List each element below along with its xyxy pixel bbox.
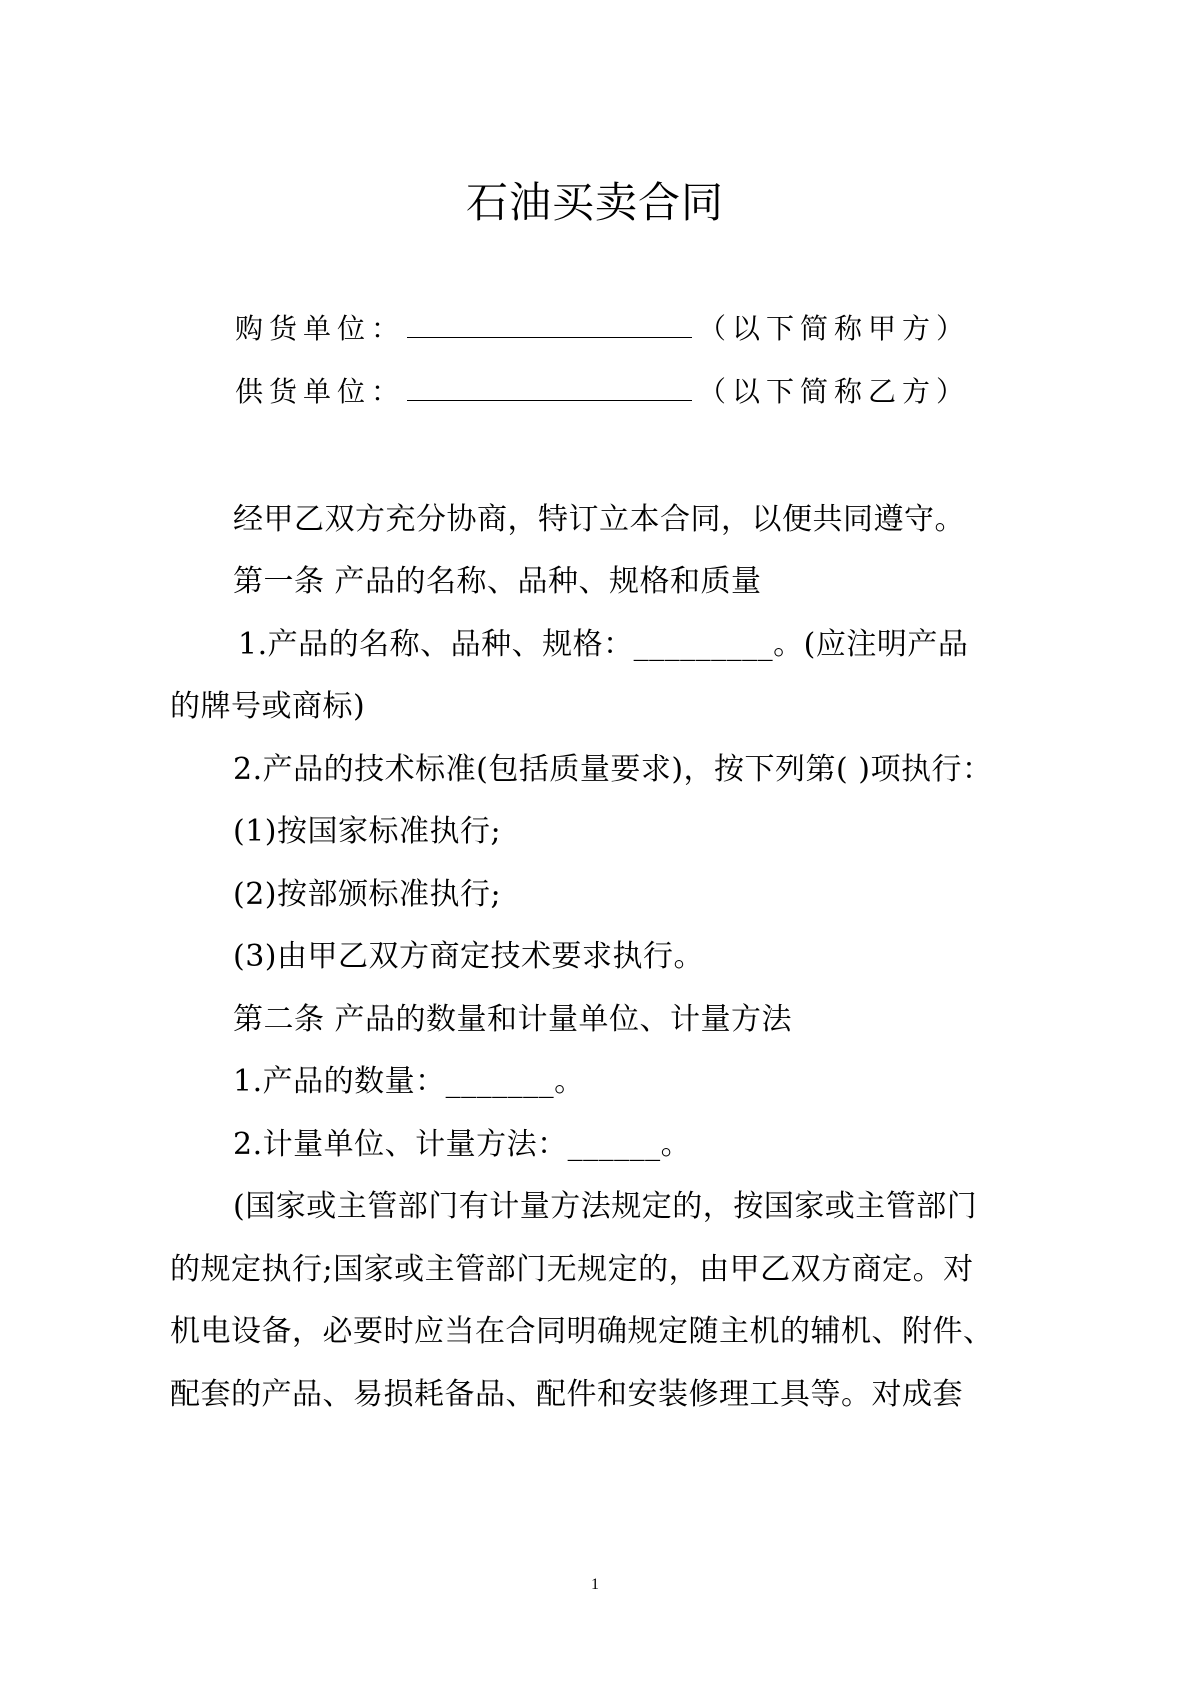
article-1-item-2: 2.产品的技术标准(包括质量要求)，按下列第( )项执行： [233, 752, 993, 787]
buyer-field [235, 307, 970, 347]
intro-line: 经甲乙双方充分协商，特订立本合同，以便共同遵守。 [233, 502, 965, 537]
article-1-item-1-cont: 的牌号或商标) [170, 689, 366, 724]
document-title: 石油买卖合同 [465, 178, 724, 227]
seller-blank[interactable] [407, 374, 692, 401]
article-2-paragraph-line-1: (国家或主管部门有计量方法规定的，按国家或主管部门 [233, 1189, 978, 1224]
seller-note: （以下简称乙方） [698, 375, 971, 408]
article-2-item-1: 1.产品的数量：_______。 [233, 1064, 585, 1099]
buyer-label: 购货单位： [235, 312, 406, 345]
article-2-paragraph-line-4: 配套的产品、易损耗备品、配件和安装修理工具等。对成套 [170, 1377, 963, 1412]
article-2-paragraph-line-3: 机电设备，必要时应当在合同明确规定随主机的辅机、附件、 [170, 1314, 994, 1349]
article-2-heading: 第二条 产品的数量和计量单位、计量方法 [233, 1002, 793, 1037]
buyer-note: （以下简称甲方） [698, 312, 971, 345]
article-1-option-3: (3)由甲乙双方商定技术要求执行。 [233, 939, 704, 974]
seller-label: 供货单位： [235, 375, 406, 408]
seller-field [235, 370, 970, 410]
buyer-blank[interactable] [407, 311, 692, 338]
page-number: 1 [591, 1576, 599, 1593]
article-2-item-2: 2.计量单位、计量方法：______。 [233, 1127, 692, 1162]
article-1-option-1: (1)按国家标准执行; [233, 814, 502, 849]
article-1-option-2: (2)按部颁标准执行; [233, 877, 502, 912]
article-1-item-1: 1.产品的名称、品种、规格：_________。(应注明产品 [238, 627, 969, 662]
article-1-heading: 第一条 产品的名称、品种、规格和质量 [233, 564, 762, 599]
article-2-paragraph-line-2: 的规定执行;国家或主管部门无规定的，由甲乙双方商定。对 [170, 1252, 974, 1287]
